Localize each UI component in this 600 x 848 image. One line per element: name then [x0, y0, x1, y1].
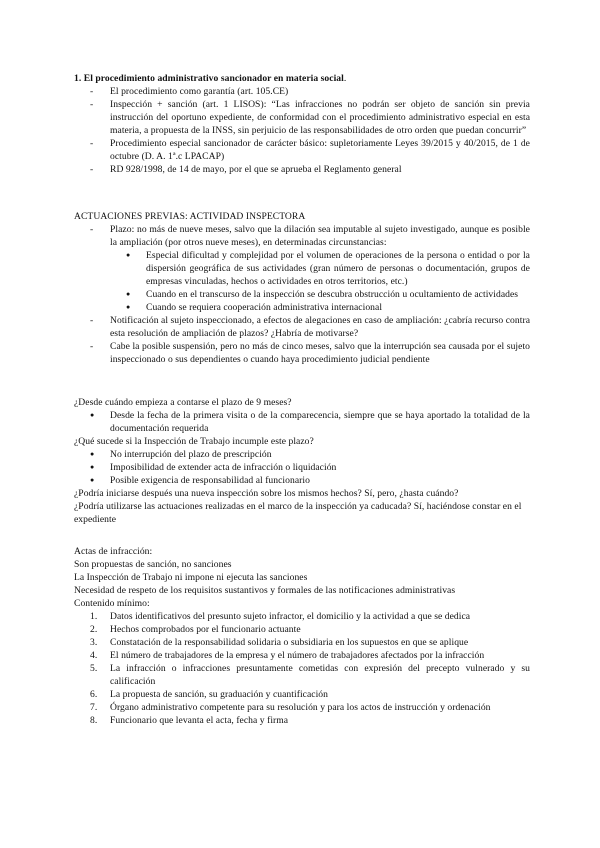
actuaciones-list-cont: [74, 314, 530, 366]
heading-tail: .: [343, 73, 347, 84]
text-line: Necesidad de respeto de los requisitos sustantivos y formales de las notificaciones administrativas: [74, 585, 456, 596]
list-item: ● No interrupción del plazo de prescripción: [74, 448, 530, 461]
item-number: 2.: [90, 624, 98, 635]
list-item: [74, 701, 530, 714]
item-number: 1.: [90, 611, 98, 622]
plazo-text: Plazo: no más de nueve meses, salvo que la dilación sea imputable al sujeto investigado, aunque es posible la ampliación (por otros nueve meses), en determinadas circunstancias:: [110, 224, 530, 248]
list-item: ● Posible exigencia de responsabilidad al funcionario: [74, 474, 530, 487]
item-number: 5.: [90, 663, 98, 674]
item-text: Funcionario que levanta el acta, fecha y firma: [110, 715, 289, 726]
list-item: [74, 649, 530, 662]
item-text: La infracción o infracciones presuntamente cometidas con expresión del precepto vulnerado y su calificación: [110, 663, 530, 687]
list-item: [74, 610, 530, 623]
item-text: Datos identificativos del presunto sujeto infractor, el domicilio y la actividad a que se dedica: [110, 611, 471, 622]
list-item: ● Cuando se requiera cooperación administrativa internacional: [74, 301, 530, 314]
item-text: Hechos comprobados por el funcionario actuante: [110, 624, 301, 635]
list-item: [74, 636, 530, 649]
list-item-notificacion: - Notificación al sujeto inspeccionado, a efectos de alegaciones en caso de ampliación: ¿cabría recurso contra esta resolución de ampliación de plazos? ¿Habría de motivarse?: [74, 314, 530, 340]
list-item: - RD 928/1998, de 14 de mayo, por el que se aprueba el Reglamento general: [74, 163, 530, 176]
section-actuaciones-previas: [74, 210, 530, 366]
list-item: ● Especial dificultad y complejidad por el volumen de operaciones de la persona o entidad o por la dispersión geográfica de sus actividades (gran número de personas o documentación, grupos de empresas vinculadas, hechos o actividades en otros territorios, etc.): [74, 249, 530, 288]
section-heading: [74, 72, 530, 85]
heading-number: 1.: [74, 73, 82, 84]
question: ¿Podría iniciarse después una nueva inspección sobre los mismos hechos? Sí, pero, ¿hasta cuándo?: [74, 488, 459, 499]
list-item: - Procedimiento especial sancionador de carácter básico: supletoriamente Leyes 39/2015 y 40/2015, de 1 de octubre (D. A. 1ª.c LPACAP): [74, 137, 530, 163]
list-item: ● Desde la fecha de la primera visita o de la comparecencia, siempre que se haya aportado la totalidad de la documentación requerida: [74, 409, 530, 435]
item-text: Constatación de la responsabilidad solidaria o subsidiaria en los supuestos en que se aplique: [110, 637, 469, 648]
answer-list: [74, 448, 530, 487]
answer-list: [74, 409, 530, 435]
list-item: - Inspección + sanción (art. 1 LISOS): “Las infracciones no podrán ser objeto de sanción sin previa instrucción del oportuno expediente, de conformidad con el procedimiento administrativo especial en esta materia, a propuesta de la INSS, sin perjuicio de las responsabilidades de otro orden que puedan concurrir”: [74, 98, 530, 137]
text-line: Son propuestas de sanción, no sanciones: [74, 559, 232, 570]
list-item-suspension: - Cabe la posible suspensión, pero no más de cinco meses, salvo que la interrupción sea causada por el sujeto inspeccionado o sus dependientes o cuando haya procedimiento judicial pendiente: [74, 340, 530, 366]
list-item: ● Imposibilidad de extender acta de infracción o liquidación: [74, 461, 530, 474]
procedimiento-list: [74, 85, 530, 176]
item-number: 4.: [90, 650, 98, 661]
item-number: 3.: [90, 637, 98, 648]
actuaciones-list: [74, 223, 530, 249]
text-line: Actas de infracción:: [74, 546, 153, 557]
question: ¿Qué sucede si la Inspección de Trabajo incumple este plazo?: [74, 436, 314, 447]
item-number: 6.: [90, 689, 98, 700]
list-item: [74, 714, 530, 727]
list-item: - El procedimiento como garantía (art. 105.CE): [74, 85, 530, 98]
list-item: [74, 662, 530, 688]
item-number: 8.: [90, 715, 98, 726]
circumstances-list: [74, 249, 530, 314]
item-text: La propuesta de sanción, su graduación y cuantificación: [110, 689, 328, 700]
text-line: Contenido mínimo:: [74, 598, 150, 609]
item-number: 7.: [90, 702, 98, 713]
text-line: La Inspección de Trabajo ni impone ni ejecuta las sanciones: [74, 572, 308, 583]
section-preguntas: [74, 396, 530, 526]
item-text: El número de trabajadores de la empresa y el número de trabajadores afectados por la infracción: [110, 650, 485, 661]
question: ¿Podría utilizarse las actuaciones realizadas en el marco de la inspección ya caducada? Sí, haciéndose constar en el expediente: [74, 501, 522, 525]
item-text: Órgano administrativo competente para su resolución y para los actos de instrucción y ordenación: [110, 702, 491, 713]
contenido-list: [74, 610, 530, 727]
question: ¿Desde cuándo empieza a contarse el plazo de 9 meses?: [74, 397, 292, 408]
list-item-plazo: [74, 223, 530, 249]
section-procedimiento: [74, 72, 530, 176]
section-heading: ACTUACIONES PREVIAS: ACTIVIDAD INSPECTORA: [74, 211, 306, 222]
section-actas: [74, 545, 530, 727]
list-item: ● Cuando en el transcurso de la inspección se descubra obstrucción u ocultamiento de actividades: [74, 288, 530, 301]
heading-text: El procedimiento administrativo sancionador en materia social: [83, 73, 344, 84]
list-item: [74, 623, 530, 636]
list-item: [74, 688, 530, 701]
